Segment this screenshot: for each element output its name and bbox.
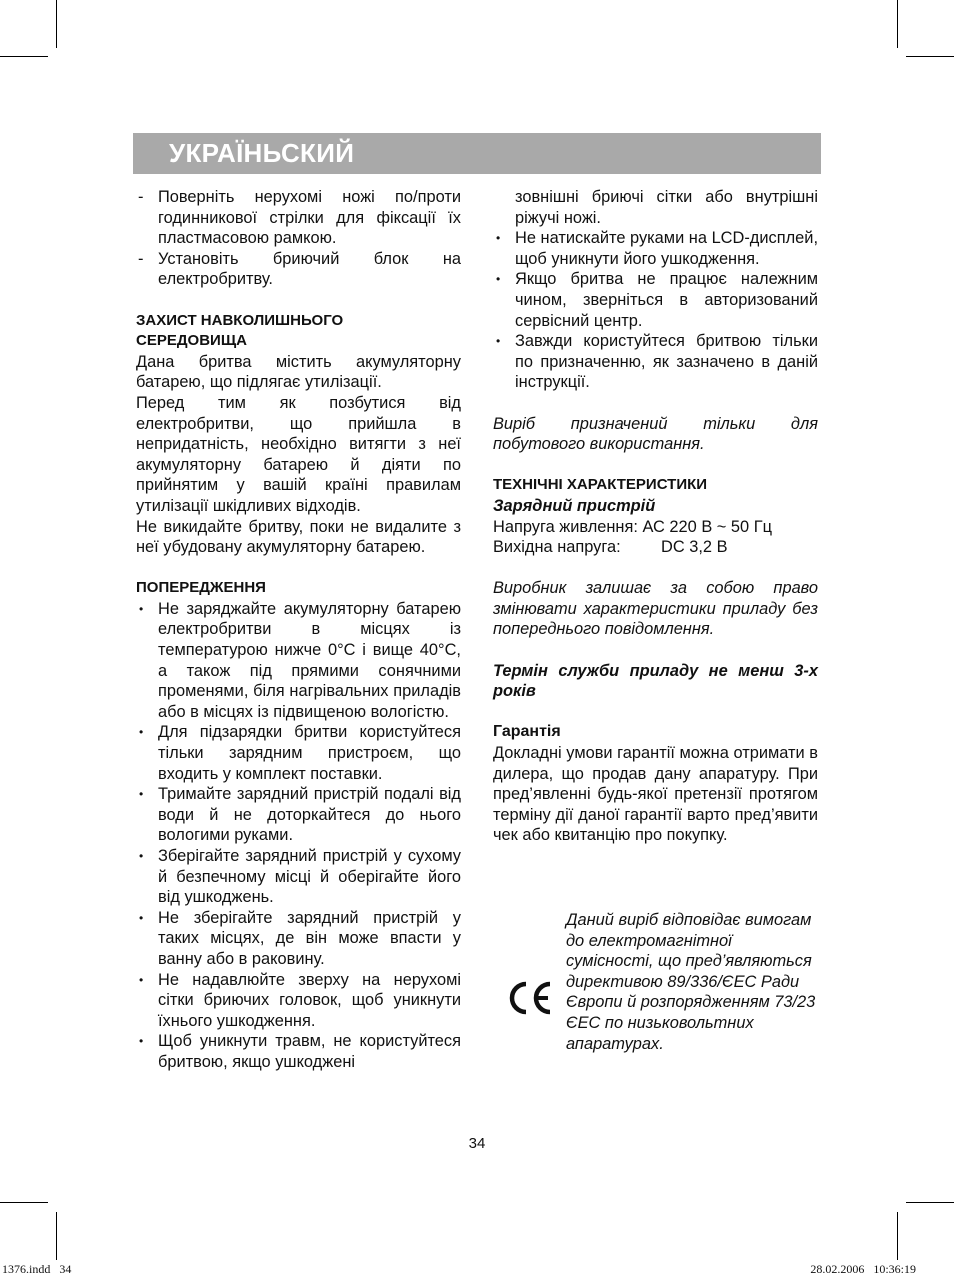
crop-mark [906,56,954,57]
output-voltage-row [493,537,818,558]
list-item: • Завжди користуйтеся бритвою тільки по призначенню, як зазначено в даній інструкції. [496,332,818,392]
ce-conformity-block [493,910,823,1085]
list-item: - Поверніть нерухомі ножі по/проти годинникової стрілки для фіксації їх пластмасовою рамкою. [138,188,461,248]
language-header-bar [133,133,821,174]
paragraph: Перед тим як позбутися від електробритви, що прийшла в непридатність, необхідно витягти з неї акумуляторну батарею й діяти по прийнятим у вашій країні правилам утилізації шкідливих відходів. [136,393,461,515]
output-voltage-value: DC 3,2 В [661,538,728,557]
list-item: - Установіть бриючий блок на електробритву. [138,249,461,289]
manufacturer-note: Виробник залишає за собою право змінювати характеристики приладу без попереднього повідомлення. [493,579,818,639]
list-item: • Зберігайте зарядний пристрій у сухому й безпечному місці й оберігайте його від ушкоджень. [139,847,461,907]
crop-mark [0,1202,48,1203]
assembly-steps-list [136,187,461,290]
supply-voltage: Напруга живлення: АС 220 В ~ 50 Гц [493,517,772,536]
footer-file-info: 1376.indd 34 [2,1262,72,1276]
crop-mark [906,1202,954,1203]
language-title: УКРАЇНЬСКИЙ [169,138,355,168]
ce-conformity-text: Даний виріб відповідає вимогам до електромагнітної сумісності, що пред’являються директивою 89/336/ЄЕС Ради Європи й розпорядженням 73/23 ЄЕС по низьковольтних апаратурах. [566,911,816,1053]
section-heading-warnings: ПОПЕРЕДЖЕННЯ [136,579,266,597]
service-life-note: Термін служби приладу не менш 3-х років [493,661,818,701]
paragraph: Не викидайте бритву, поки не видалите з неї убудовану акумуляторну батарею. [136,517,461,557]
list-item-continued: зовнішні бриючі сітки або внутрішні ріжучі ножі. [515,188,818,227]
household-use-note: Виріб призначений тільки для побутового використання. [493,414,818,454]
warranty-paragraph: Докладні умови гарантії можна отримати в дилера, що продав дану апаратуру. При пред’явленні будь-якої претензії протягом терміну дії даної гарантії варто пред’явити чек або квитанцію про покупку. [493,744,818,845]
list-item: • Не натискайте руками на LCD-дисплей, щоб уникнути його ушкодження. [496,229,818,268]
output-voltage-label: Вихідна напруга: [493,538,621,557]
section-heading-warranty: Гарантія [493,723,561,741]
crop-mark [56,1212,57,1260]
footer-datetime: 28.02.2006 10:36:19 [810,1262,916,1276]
charger-subheading: Зарядний пристрій [493,496,656,515]
crop-mark [56,0,57,48]
list-item: • Не надавлюйте зверху на нерухомі сітки бриючих головок, щоб уникнути їхнього ушкодження. [139,970,461,1030]
warnings-list-continued [493,187,818,393]
crop-mark [0,56,48,57]
right-column [493,187,818,846]
paragraph: Дана бритва містить акумуляторну батарею, що підлягає утилізації. [136,352,461,392]
left-column [136,187,461,1073]
crop-mark [897,0,898,48]
list-item: • Не зберігайте зарядний пристрій у таких місцях, де він може впасти у ванну або в раковину. [139,908,461,968]
ce-mark-icon [506,978,554,1018]
section-heading-environment: ЗАХИСТ НАВКОЛИШНЬОГО СЕРЕДОВИЩА [136,311,344,350]
list-item: • Щоб уникнути травм, не користуйтеся бритвою, якщо ушкоджені [139,1032,461,1071]
list-item: • Не заряджайте акумуляторну батарею електробритви в місцях із температурою нижче 0°С і вище 40°С, а також під прямими сонячними променями, біля нагрівальних приладів або в місцях із підвищеною вологістю. [139,599,461,721]
list-item: • Для підзарядки бритви користуйтеся тільки зарядним пристроєм, що входить у комплект поставки. [139,723,461,783]
page-number: 34 [468,1135,486,1152]
list-item: • Тримайте зарядний пристрій подалі від води й не доторкайтеся до нього вологими руками. [139,785,461,845]
section-heading-specs: ТЕХНІЧНІ ХАРАКТЕРИСТИКИ [493,476,708,494]
crop-mark [897,1212,898,1260]
warnings-list [136,599,461,1073]
list-item: • Якщо бритва не працює належним чином, зверніться в авторизований сервісний центр. [496,270,818,330]
